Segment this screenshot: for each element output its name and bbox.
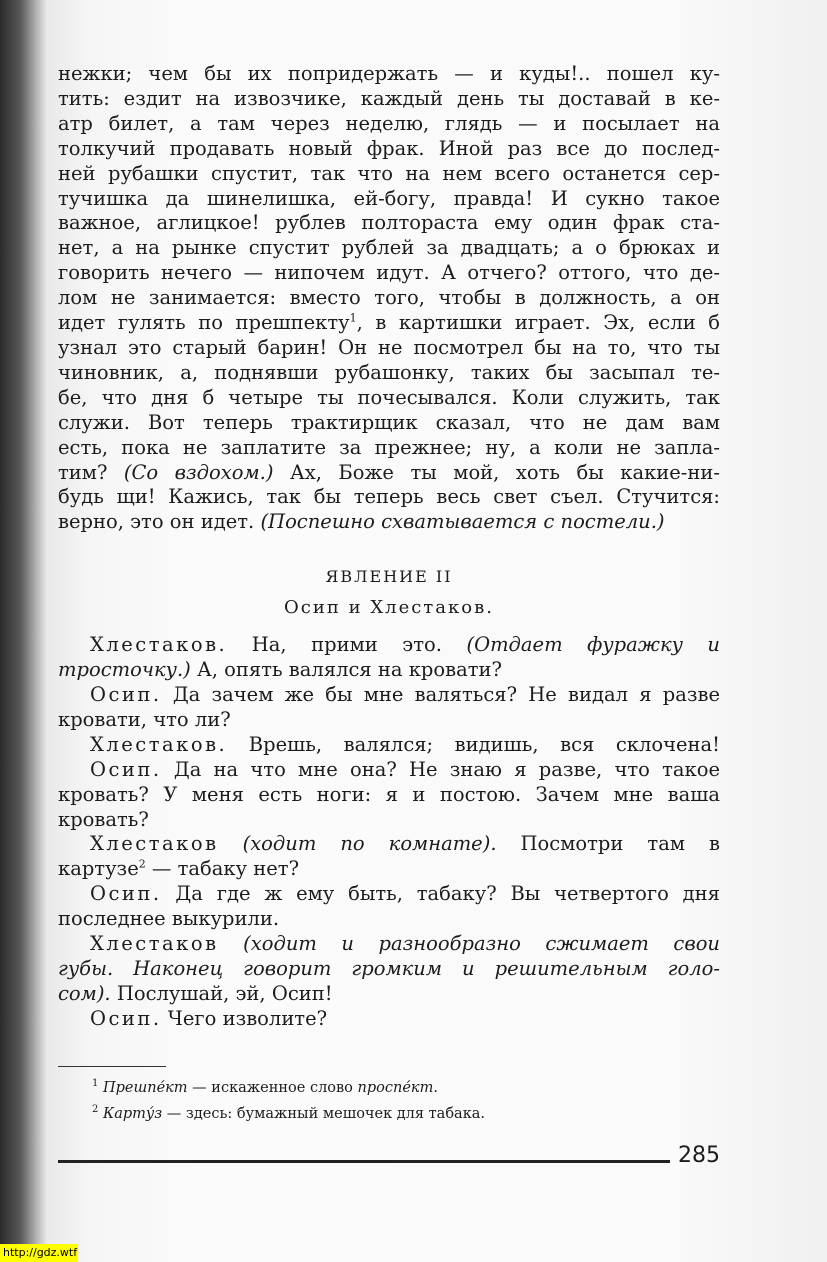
text-line: кровать?: [58, 807, 149, 831]
text-part: Да зачем же бы мне валяться? Не видал я разве: [161, 683, 720, 707]
speaker: Хлестаков: [90, 832, 219, 856]
text-line: [58, 1007, 720, 1032]
footnote-word: проспе́кт: [357, 1079, 434, 1096]
replica: [58, 633, 720, 683]
text-line: [58, 932, 720, 957]
footnote: [92, 1073, 712, 1099]
scene-persons: Осип и Хлестаков.: [284, 597, 494, 619]
speaker: Осип.: [90, 882, 162, 906]
text-line: атр билет, а там через неделю, глядь — и посылает на: [58, 111, 720, 135]
text-line: [58, 957, 720, 982]
text-part: Ах, Боже ты мой, хоть бы какие-ни-: [273, 460, 720, 484]
footnote-number: 2: [92, 1103, 99, 1115]
text-part: Врешь, валялся; видишь, вся склочена!: [227, 732, 720, 756]
text-part: верно, это он идет.: [58, 510, 261, 534]
footnotes: [92, 1073, 712, 1125]
text-part: Посмотри там в: [496, 832, 720, 856]
watermark-link[interactable]: http://gdz.wtf: [0, 1244, 78, 1262]
speaker: Хлестаков.: [90, 732, 228, 756]
replica: [58, 882, 720, 932]
footnote-text: — здесь: бумажный мешочек для табака.: [162, 1105, 486, 1122]
footnote-divider: [58, 1066, 166, 1067]
text-line: [58, 633, 720, 658]
stage-direction: (ходит и разнообразно сжимает свои: [218, 932, 720, 956]
footnote-ref: 2: [138, 857, 146, 871]
text-line: [58, 733, 720, 758]
stage-direction: (Со вздохом.): [123, 460, 274, 484]
stage-direction: тросточку.): [58, 658, 191, 682]
speaker: Осип.: [90, 1006, 162, 1030]
text-part: Да на что мне она? Не знаю я разве, что такое: [161, 757, 720, 781]
text-line: [58, 658, 720, 683]
footnote-term: Карту́з: [102, 1105, 163, 1122]
text-line: будь щи! Кажись, так бы теперь весь свет съел. Стучится:: [58, 485, 720, 509]
book-spine: [0, 0, 46, 1262]
text-line: [58, 461, 720, 486]
stage-direction: сом).: [58, 981, 111, 1005]
replica: [58, 758, 720, 833]
scene-heading: ЯВЛЕНИЕ II: [325, 567, 453, 587]
text-part: А, опять валялся на кровати?: [190, 658, 502, 682]
speaker: Хлестаков.: [90, 633, 228, 657]
text-line: тить: ездит на извозчике, каждый день ты доставай в ке-: [58, 86, 720, 110]
speaker: Осип.: [90, 683, 162, 707]
text-line: [58, 510, 720, 535]
stage-direction: (Поспешно схватывается с постели.): [260, 510, 665, 534]
replica: [58, 733, 720, 758]
text-part: На, прими это.: [227, 633, 467, 657]
text-part: , в картишки играет. Эх, если б: [356, 311, 720, 335]
text-part: Послушай, эй, Осип!: [110, 981, 333, 1005]
text-line: кровати, что ли?: [58, 707, 231, 731]
footnote-number: 1: [92, 1078, 99, 1089]
text-line: лом не занимается: вместо того, чтобы в должность, а он: [58, 286, 720, 310]
text-line: нет, а на рынке спустит рублей за двадцать; а о брюках и: [58, 236, 720, 260]
speaker: Хлестаков: [90, 932, 219, 956]
replica: [58, 832, 720, 882]
text-line: есть, пока не заплатите за прежнее; ну, а коли не запла-: [58, 435, 720, 459]
footnote-term: Прешпе́кт: [102, 1079, 188, 1096]
stage-direction: губы. Наконец говорит громким и решительным голо-: [58, 957, 720, 980]
text-line: бе, что дня б четыре ты почесывался. Коли служить, так: [58, 385, 720, 409]
text-line: тучишка да шинелишка, ей-богу, правда! И сукно такое: [58, 186, 720, 210]
text-line: [58, 311, 720, 336]
text-line: [58, 832, 720, 857]
replica: [58, 932, 720, 1007]
text-part: Чего изволите?: [161, 1006, 328, 1030]
text-line: [58, 758, 720, 783]
text-part: тим?: [58, 460, 124, 484]
page-number: 285: [678, 1143, 720, 1168]
speaker: Осип.: [90, 757, 162, 781]
play-text: [58, 62, 720, 1032]
text-line: узнал это старый барин! Он не посмотрел бы на то, что ты: [58, 335, 720, 359]
text-line: нежки; чем бы их попридержать — и куды!.. пошел ку-: [58, 62, 720, 85]
page-bottom-rule: [58, 1160, 670, 1163]
text-line: ней рубашки спустит, так что на нем всего останется сер-: [58, 161, 720, 185]
text-line: последнее выкурили.: [58, 907, 280, 931]
footnote-text: — искаженное слово: [187, 1079, 358, 1096]
footnote-ref: 1: [349, 311, 357, 325]
text-line: [58, 882, 720, 907]
text-part: идет гулять по прешпекту: [58, 311, 350, 335]
text-line: [58, 683, 720, 708]
text-line: [58, 857, 720, 882]
replica: [58, 683, 720, 733]
monologue: [58, 62, 720, 535]
footnote: [92, 1099, 712, 1125]
text-part: Да где ж ему быть, табаку? Вы четвертого дня: [161, 882, 720, 906]
replica: [58, 1007, 720, 1032]
text-line: толкучий продавать новый фрак. Иной раз все до послед-: [58, 136, 720, 160]
text-part: — табаку нет?: [145, 857, 300, 881]
stage-direction: (ходит по комнате).: [218, 832, 497, 856]
text-line: важное, аглицкое! рублев полтораста ему один фрак ста-: [58, 211, 720, 235]
text-line: чиновник, а, поднявши рубашонку, таких бы засыпал те-: [58, 360, 720, 384]
stage-direction: (Отдает фуражку и: [466, 633, 720, 657]
text-line: говорить нечего — нипочем идут. А отчего? оттого, что де-: [58, 261, 720, 285]
footnote-text: .: [433, 1079, 438, 1096]
text-part: картузе: [58, 857, 139, 881]
text-line: служи. Вот теперь трактирщик сказал, что не дам вам: [58, 410, 720, 434]
text-line: [58, 982, 720, 1007]
text-line: кровать? У меня есть ноги: я и постою. Зачем мне ваша: [58, 782, 720, 806]
